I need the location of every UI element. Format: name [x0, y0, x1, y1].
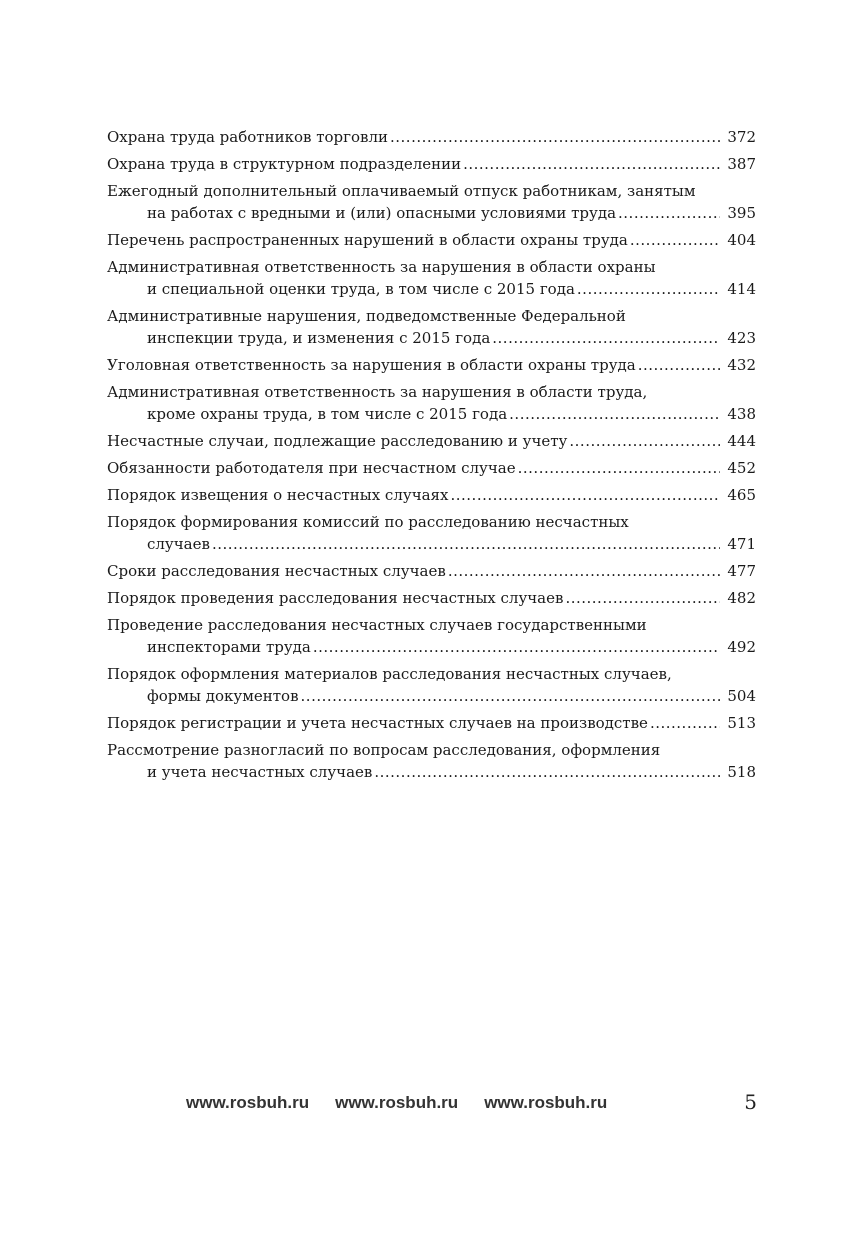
- toc-entry-title-line: Обязанности работодателя при несчастном случае: [107, 459, 516, 477]
- toc-entry[interactable]: [107, 126, 756, 148]
- toc-page-number: 414: [727, 280, 756, 298]
- toc-entry-last-line: [107, 587, 756, 609]
- toc-entry-title-line: Несчастные случаи, подлежащие расследованию и учету: [107, 432, 568, 450]
- toc-entry-last-line: [107, 229, 756, 251]
- toc-entry-last-line: [107, 761, 756, 783]
- toc-entry-title-line: кроме охраны труда, в том числе с 2015 года: [147, 405, 508, 423]
- dot-leader: [212, 533, 720, 555]
- dot-leader: [448, 560, 720, 582]
- toc-entry-last-line: [107, 560, 756, 582]
- toc-entry-title-line: Порядок оформления материалов расследования несчастных случаев,: [107, 665, 672, 683]
- toc-page-number: 444: [727, 432, 756, 450]
- toc-entry-title-line: Ежегодный дополнительный оплачиваемый отпуск работникам, занятым: [107, 182, 696, 200]
- toc-entry-title-line: Административная ответственность за нарушения в области труда,: [107, 383, 648, 401]
- toc-entry-title-line: на работах с вредными и (или) опасными условиями труда: [147, 204, 617, 222]
- dot-leader: [390, 126, 720, 148]
- toc-entry-last-line: [107, 278, 756, 300]
- toc-entry[interactable]: [107, 354, 756, 376]
- toc-page-number: 432: [727, 356, 756, 374]
- toc-entry[interactable]: [107, 153, 756, 175]
- toc-entry[interactable]: [107, 305, 756, 349]
- toc-entry-title-line: Порядок регистрации и учета несчастных случаев на производстве: [107, 714, 648, 732]
- toc-entry[interactable]: [107, 560, 756, 582]
- toc-entry-last-line: [107, 430, 756, 452]
- footer-link[interactable]: www.rosbuh.ru: [484, 1093, 608, 1112]
- toc-page-number: 452: [727, 459, 756, 477]
- toc-page-number: 423: [727, 329, 756, 347]
- toc-entry-title-line: Порядок извещения о несчастных случаях: [107, 486, 449, 504]
- toc-page-number: 504: [727, 687, 756, 705]
- toc-entry-last-line: [107, 403, 756, 425]
- toc-entry-title-line: инспекции труда, и изменения с 2015 года: [147, 329, 491, 347]
- toc-entry-last-line: [107, 126, 756, 148]
- toc-entry-title-line: Охрана труда работников торговли: [107, 128, 388, 146]
- toc-entry-last-line: [107, 484, 756, 506]
- toc-page-number: 477: [727, 562, 756, 580]
- toc-entry[interactable]: [107, 180, 756, 224]
- dot-leader: [618, 202, 720, 224]
- dot-leader: [301, 685, 720, 707]
- dot-leader: [463, 153, 720, 175]
- toc-entry-last-line: [107, 636, 756, 658]
- toc-entry-title-line: Административная ответственность за нарушения в области охраны: [107, 258, 656, 276]
- page-number: 5: [744, 1090, 757, 1114]
- toc-entry[interactable]: [107, 614, 756, 658]
- toc-page-number: 465: [727, 486, 756, 504]
- toc-entry-last-line: [107, 533, 756, 555]
- toc-entry-last-line: [107, 354, 756, 376]
- toc-page-number: 395: [727, 204, 756, 222]
- toc-entry[interactable]: [107, 663, 756, 707]
- footer-link[interactable]: www.rosbuh.ru: [335, 1093, 459, 1112]
- toc-entry-title-line: Перечень распространенных нарушений в области охраны труда: [107, 231, 628, 249]
- dot-leader: [518, 457, 720, 479]
- footer-links: [186, 1093, 646, 1113]
- toc-page-number: 372: [727, 128, 756, 146]
- table-of-contents: [107, 126, 756, 788]
- toc-page-number: 387: [727, 155, 756, 173]
- toc-entry[interactable]: [107, 739, 756, 783]
- toc-page-number: 513: [727, 714, 756, 732]
- toc-page-number: 471: [727, 535, 756, 553]
- toc-entry-title-line: инспекторами труда: [147, 638, 311, 656]
- dot-leader: [374, 761, 720, 783]
- dot-leader: [450, 484, 720, 506]
- dot-leader: [565, 587, 720, 609]
- toc-entry-title-line: Порядок формирования комиссий по расследованию несчастных: [107, 513, 629, 531]
- toc-entry[interactable]: [107, 587, 756, 609]
- toc-entry-title-line: Рассмотрение разногласий по вопросам расследования, оформления: [107, 741, 661, 759]
- toc-page-number: 404: [727, 231, 756, 249]
- toc-entry-last-line: [107, 457, 756, 479]
- toc-entry-last-line: [107, 712, 756, 734]
- dot-leader: [492, 327, 720, 349]
- toc-page-number: 492: [727, 638, 756, 656]
- toc-entry[interactable]: [107, 430, 756, 452]
- dot-leader: [509, 403, 720, 425]
- toc-entry[interactable]: [107, 256, 756, 300]
- toc-entry[interactable]: [107, 511, 756, 555]
- toc-entry-title-line: Сроки расследования несчастных случаев: [107, 562, 446, 580]
- toc-entry-last-line: [107, 327, 756, 349]
- toc-entry-title-line: и учета несчастных случаев: [147, 763, 373, 781]
- dot-leader: [638, 354, 720, 376]
- dot-leader: [630, 229, 720, 251]
- toc-entry[interactable]: [107, 484, 756, 506]
- dot-leader: [650, 712, 720, 734]
- toc-entry[interactable]: [107, 457, 756, 479]
- toc-entry-title-line: случаев: [147, 535, 210, 553]
- dot-leader: [577, 278, 720, 300]
- dot-leader: [313, 636, 720, 658]
- toc-entry-title-line: и специальной оценки труда, в том числе с 2015 года: [147, 280, 575, 298]
- toc-page-number: 482: [727, 589, 756, 607]
- toc-entry-last-line: [107, 153, 756, 175]
- toc-entry-last-line: [107, 202, 756, 224]
- toc-entry-title-line: Порядок проведения расследования несчастных случаев: [107, 589, 564, 607]
- toc-entry[interactable]: [107, 712, 756, 734]
- toc-entry[interactable]: [107, 381, 756, 425]
- toc-entry-title-line: Проведение расследования несчастных случаев государственными: [107, 616, 647, 634]
- toc-entry[interactable]: [107, 229, 756, 251]
- toc-entry-title-line: Административные нарушения, подведомственные Федеральной: [107, 307, 626, 325]
- toc-page-number: 438: [727, 405, 756, 423]
- toc-entry-title-line: формы документов: [147, 687, 299, 705]
- toc-entry-last-line: [107, 685, 756, 707]
- toc-page-number: 518: [727, 763, 756, 781]
- dot-leader: [569, 430, 720, 452]
- toc-entry-title-line: Уголовная ответственность за нарушения в области охраны труда: [107, 356, 636, 374]
- footer-link[interactable]: www.rosbuh.ru: [186, 1093, 310, 1112]
- toc-entry-title-line: Охрана труда в структурном подразделении: [107, 155, 462, 173]
